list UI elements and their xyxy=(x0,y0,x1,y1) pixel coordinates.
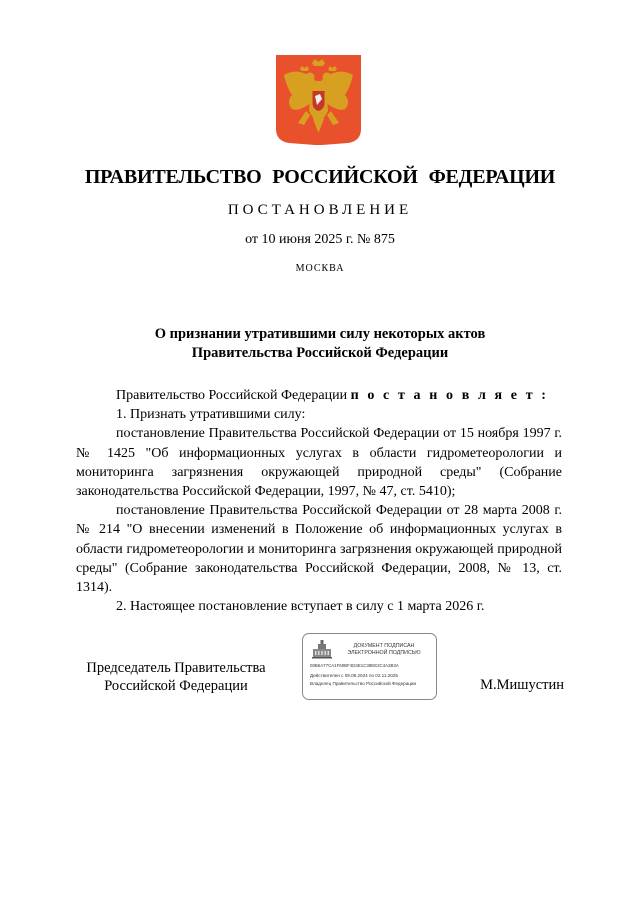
body-paragraph-4: 2. Настоящее постановление вступает в силу с 1 марта 2026 г. xyxy=(116,599,485,615)
signatory-name: М.Мишустин xyxy=(480,677,564,693)
document-type: ПОСТАНОВЛЕНИЕ xyxy=(227,202,413,218)
electronic-signature-stamp xyxy=(302,633,437,700)
stamp-owner: Владелец Правительство Российской Федерации xyxy=(310,681,417,686)
signatory-position-line-2: Российской Федерации xyxy=(104,678,248,694)
government-building-icon xyxy=(311,639,333,659)
stamp-certificate-number: 00B6A77CA1F60BF4D4E1C38EE2C4A2B3A xyxy=(310,663,399,668)
stamp-heading xyxy=(335,643,433,657)
subject-line-1: О признании утратившими силу некоторых актов xyxy=(154,326,486,342)
stamp-validity: Действителен с 09.08.2024 по 02.11.2025 xyxy=(310,673,398,678)
body-paragraph-2: постановление Правительства Российской Федерации от 15 ноября 1997 г. № 1425 "Об информационных услугах в области гидрометеорологии и мониторинга загрязнения окружающей природной среды" (Собрание законодательства Российской Федерации, 1997, № 47, ст. 5410); xyxy=(76,426,562,500)
document-city: МОСКВА xyxy=(295,263,345,274)
signatory-position-line-1: Председатель Правительства xyxy=(86,660,266,676)
stamp-heading-line-2: ЭЛЕКТРОННОЙ ПОДПИСЬЮ xyxy=(347,650,421,656)
body-paragraph-1: 1. Признать утратившими силу: xyxy=(116,407,306,423)
coat-of-arms-icon xyxy=(276,55,361,145)
document-issuer: ПРАВИТЕЛЬСТВО РОССИЙСКОЙ ФЕДЕРАЦИИ xyxy=(84,166,556,188)
signatory-position xyxy=(76,659,276,695)
document-subject xyxy=(0,325,640,363)
body-paragraph-decree xyxy=(76,386,562,405)
body-decree-verb: п о с т а н о в л я е т : xyxy=(350,388,549,403)
stamp-heading-line-1: ДОКУМЕНТ ПОДПИСАН xyxy=(353,643,415,649)
body-paragraph-3: постановление Правительства Российской Федерации от 28 марта 2008 г. № 214 "О внесении изменений в Положение об информационных услугах в области гидрометеорологии и мониторинга загрязнения окружающей природной среды" (Собрание законодательства Российской Федерации, 2008, № 13, ст. 1314). xyxy=(76,503,562,596)
document-date-number: от 10 июня 2025 г. № 875 xyxy=(245,232,395,247)
subject-line-2: Правительства Российской Федерации xyxy=(191,345,449,361)
body-decree-text: Правительство Российской Федерации xyxy=(116,388,351,403)
document-body xyxy=(76,386,562,616)
